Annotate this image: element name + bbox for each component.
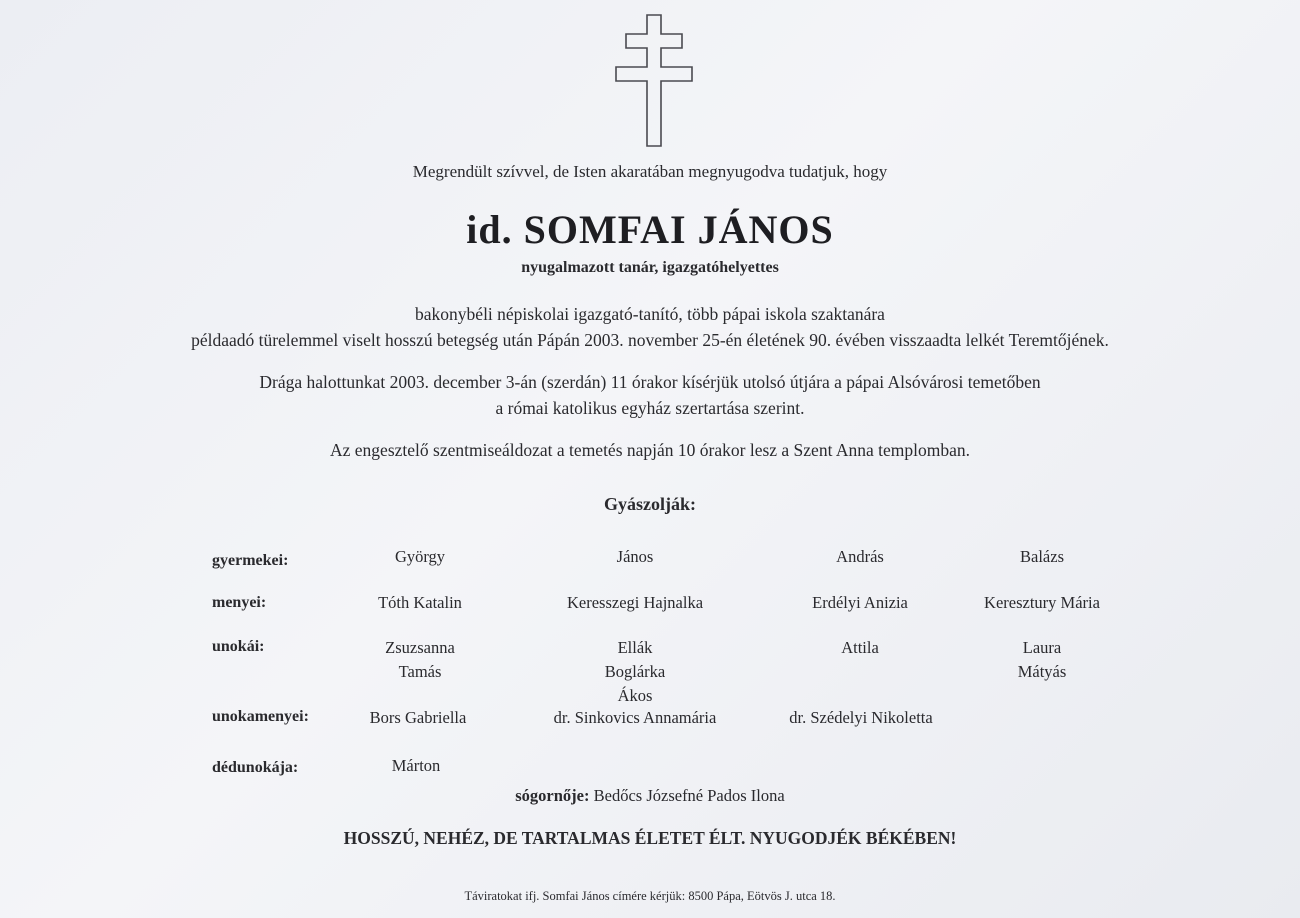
sister-in-law-line [0,786,1300,806]
sister-in-law-label: sógornője: [515,786,590,805]
great-grandchild-label: dédunokája: [212,759,299,776]
mass-paragraph: Az engesztelő szentmiseáldozat a temetés napján 10 órakor lesz a Szent Anna templomban. [330,440,970,460]
grandchild-in-law-name: Bors Gabriella [369,708,467,727]
daughters-in-law-label: menyei: [212,594,267,611]
biography-paragraph [0,301,1300,353]
child-name: Balázs [1020,547,1064,566]
deceased-name: id. SOMFAI JÁNOS [466,207,834,252]
child-name: János [616,547,654,566]
biography-line-1: bakonybéli népiskolai igazgató-tanító, több pápai iskola szaktanára [415,304,885,324]
grandchildren-in-law-label: unokamenyei: [212,708,309,725]
grandchild-name: Attila [841,638,879,657]
grandchildren-group [605,636,665,708]
grandchild-name: Ellák [617,638,653,657]
grandchild-name: Ákos [617,686,653,705]
grandchild-name: Mátyás [1017,662,1067,681]
daughter-in-law-name: Keresszegi Hajnalka [566,593,704,612]
great-grandchild-name: Márton [391,756,441,775]
child-name: György [394,547,446,566]
grandchild-name: Laura [1022,638,1062,657]
sister-in-law-name: Bedőcs Józsefné Pados Ilona [593,786,785,805]
double-cross-icon [613,14,695,148]
intro-text: Megrendült szívvel, de Isten akaratában megnyugodva tudatjuk, hogy [412,162,888,181]
grandchildren-label: unokái: [212,638,265,655]
daughter-in-law-name: Tóth Katalin [378,593,462,612]
grandchild-in-law-name: dr. Sinkovics Annamária [553,708,717,727]
grandchildren-group [1018,636,1067,684]
grandchild-name: Tamás [398,662,442,681]
funeral-line-1: Drága halottunkat 2003. december 3-án (szerdán) 11 órakor kísérjük utolsó útjára a pápai Alsóvárosi temetőben [259,372,1041,392]
daughter-in-law-name: Erdélyi Anizia [812,593,908,612]
grandchild-name: Boglárka [604,662,666,681]
biography-line-2: példaadó türelemmel viselt hosszú betegség után Pápán 2003. november 25-én életének 90. évében visszaadta lelkét Teremtőjének. [191,330,1109,350]
child-name: András [836,547,884,566]
children-label: gyermekei: [212,552,289,569]
funeral-line-2: a római katolikus egyház szertartása szerint. [495,398,805,418]
deceased-title: nyugalmazott tanár, igazgatóhelyettes [521,259,779,276]
funeral-paragraph [0,369,1300,421]
grandchild-name: Zsuzsanna [385,638,455,657]
mourners-heading: Gyászolják: [604,494,696,514]
daughter-in-law-name: Keresztury Mária [984,593,1100,612]
grandchild-in-law-name: dr. Szédelyi Nikoletta [789,708,933,727]
telegram-address: Táviratokat ifj. Somfai János címére kérjük: 8500 Pápa, Eötvös J. utca 18. [464,889,836,903]
grandchildren-group [385,636,455,684]
closing-line: HOSSZÚ, NEHÉZ, DE TARTALMAS ÉLETET ÉLT. NYUGODJÉK BÉKÉBEN! [343,828,957,848]
